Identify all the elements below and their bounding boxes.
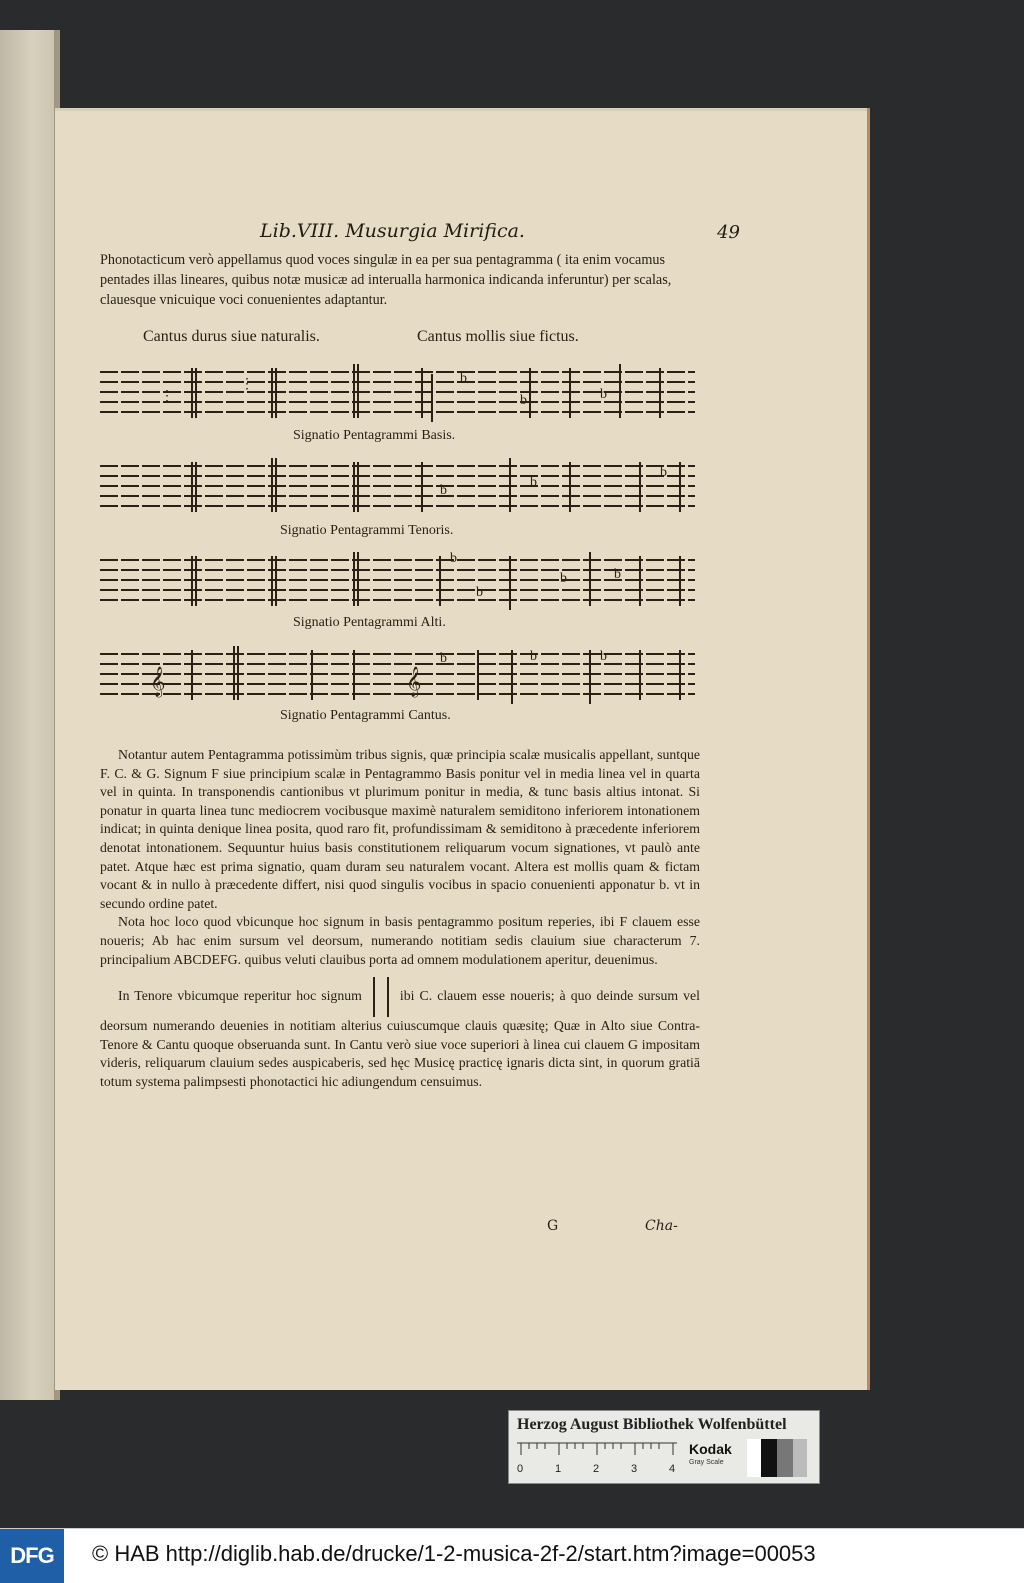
staff-row-tenoris xyxy=(100,458,695,516)
scale-ruler xyxy=(517,1441,677,1463)
section-label-mollis: Cantus mollis siue fictus. xyxy=(417,328,579,345)
intro-paragraph: Phonotacticum verò appellamus quod voces singulæ in ea per sua pentagramma ( ita enim vocamus pentades illas lineares, quibus notæ musicæ ad interualla harmonica indicanda inferuntur) per scalas, clauesque vnicuique voci conuenientes adaptantur. xyxy=(100,252,672,308)
svg-text:b: b xyxy=(560,571,567,586)
svg-text:b: b xyxy=(460,371,467,386)
caption-cantus: Signatio Pentagrammi Cantus. xyxy=(280,708,451,723)
running-header xyxy=(260,220,740,242)
gray-swatch xyxy=(747,1439,807,1477)
staff-tenoris-svg xyxy=(100,458,695,516)
page-number: 49 xyxy=(717,222,740,243)
dfg-logo: DFG xyxy=(0,1529,64,1583)
paragraph-c-clef-rest: ibi C. clauem esse noueris; à quo deinde sursum vel deorsum numerando deuenies in notitiam alterius cuiuscumque clauis quæsitę; Quæ in Alto siue Contra-Tenore & Cantu quoque obseruanda sunt. In Cantu verò siue voce superiori à linea cui clauem G impositam videris, reliquarum clauium sedes auspicaberis, sed hęc Musicę practicę ignaris dicta sint, in quorum gratiā totum systema palimpsesti phonotactici hic adiungendum censuimus. xyxy=(100,988,700,1089)
staff-cantus-svg xyxy=(100,646,695,704)
tick-0: 0 xyxy=(517,1463,524,1475)
body-text xyxy=(100,746,700,1092)
gray-scale-label: Gray Scale xyxy=(689,1459,724,1466)
paragraph-signs: Notantur autem Pentagramma potissimùm tribus signis, quæ principia scalæ musicalis appellant, suntque F. C. & G. Signum F siue principium scalæ in Pentagrammo Basis ponitur vel in media linea vel in quarta vel in quinta. In transponendis cantionibus vt plurimum ponitur in media, & tunc basis altius intonat. Si ponatur in quarta linea tunc mediocrem vocibusque maximè naturalem semiditono inferiorem intonationem indicat; in quinta denique linea posita, quod raro fit, profundissimam & semiditono à præcedente inferiorem denotat intonationem. Sequuntur huius basis constitutionem reliquarum vocum signationes, vt paulò ante patet. Atque hæc est prima signatio, quam duram seu naturalem vocant. Altera est mollis quam & fictam vocant & in nullo à præcedente differt, nisi quod singulis vocibus in spacio conuenienti apponatur b. vt in secundo ordine patet. xyxy=(100,747,700,911)
svg-text:⋮: ⋮ xyxy=(240,377,254,392)
signature-mark: G xyxy=(547,1218,559,1234)
kodak-logo: Kodak xyxy=(689,1441,732,1457)
library-color-target xyxy=(508,1410,820,1484)
tick-2: 2 xyxy=(593,1463,600,1475)
svg-text:b: b xyxy=(476,585,483,600)
tick-3: 3 xyxy=(631,1463,638,1475)
svg-text:𝄞: 𝄞 xyxy=(406,667,422,696)
tick-4: 4 xyxy=(669,1463,676,1475)
svg-text:b: b xyxy=(440,483,447,498)
paragraph-c-clef-start: In Tenore vbicumque reperitur hoc signum xyxy=(118,988,362,1004)
tick-1: 1 xyxy=(555,1463,562,1475)
caption-tenoris: Signatio Pentagrammi Tenoris. xyxy=(280,523,454,538)
caption-alti: Signatio Pentagrammi Alti. xyxy=(293,615,446,630)
running-title: Lib.VIII. Musurgia Mirifica. xyxy=(260,220,525,242)
svg-text:b: b xyxy=(530,475,537,490)
svg-text:b: b xyxy=(530,649,537,664)
staff-alti-svg xyxy=(100,552,695,610)
section-label-durus: Cantus durus siue naturalis. xyxy=(143,328,320,345)
catchword: Cha- xyxy=(645,1218,678,1234)
viewer-footer xyxy=(0,1528,1024,1583)
svg-text:b: b xyxy=(450,552,457,566)
svg-text:b: b xyxy=(600,387,607,402)
left-page-edge xyxy=(0,30,60,1400)
paragraph-c-clef xyxy=(100,977,700,1091)
paragraph-f-clef: Nota hoc loco quod vbicunque hoc signum in basis pentagrammo positum reperies, ibi F clauem esse noueris; Ab hac enim sursum vel deorsum, numerando notitiam sedis clauium siue characterum 7. principalium ABCDEFG. quibus veluti clauibus porta ad omnem modulationem aperitur, deuenimus. xyxy=(100,914,700,967)
copyright-link[interactable]: © HAB http://diglib.hab.de/drucke/1-2-musica-2f-2/start.htm?image=00053 xyxy=(92,1541,816,1566)
svg-text:b: b xyxy=(614,567,621,582)
staff-basis-svg xyxy=(100,364,695,422)
staff-row-alti xyxy=(100,552,695,610)
svg-text:⋮: ⋮ xyxy=(160,389,174,404)
c-clef-icon xyxy=(373,977,389,1017)
svg-text:𝄞: 𝄞 xyxy=(150,667,166,696)
caption-basis: Signatio Pentagrammi Basis. xyxy=(293,428,456,443)
svg-text:b: b xyxy=(520,393,527,408)
svg-text:b: b xyxy=(660,465,667,480)
svg-text:b: b xyxy=(600,649,607,664)
staff-row-basis xyxy=(100,364,695,422)
staff-row-cantus xyxy=(100,646,695,704)
book-page xyxy=(55,108,870,1390)
svg-text:b: b xyxy=(440,651,447,666)
library-name: Herzog August Bibliothek Wolfenbüttel xyxy=(517,1416,787,1433)
